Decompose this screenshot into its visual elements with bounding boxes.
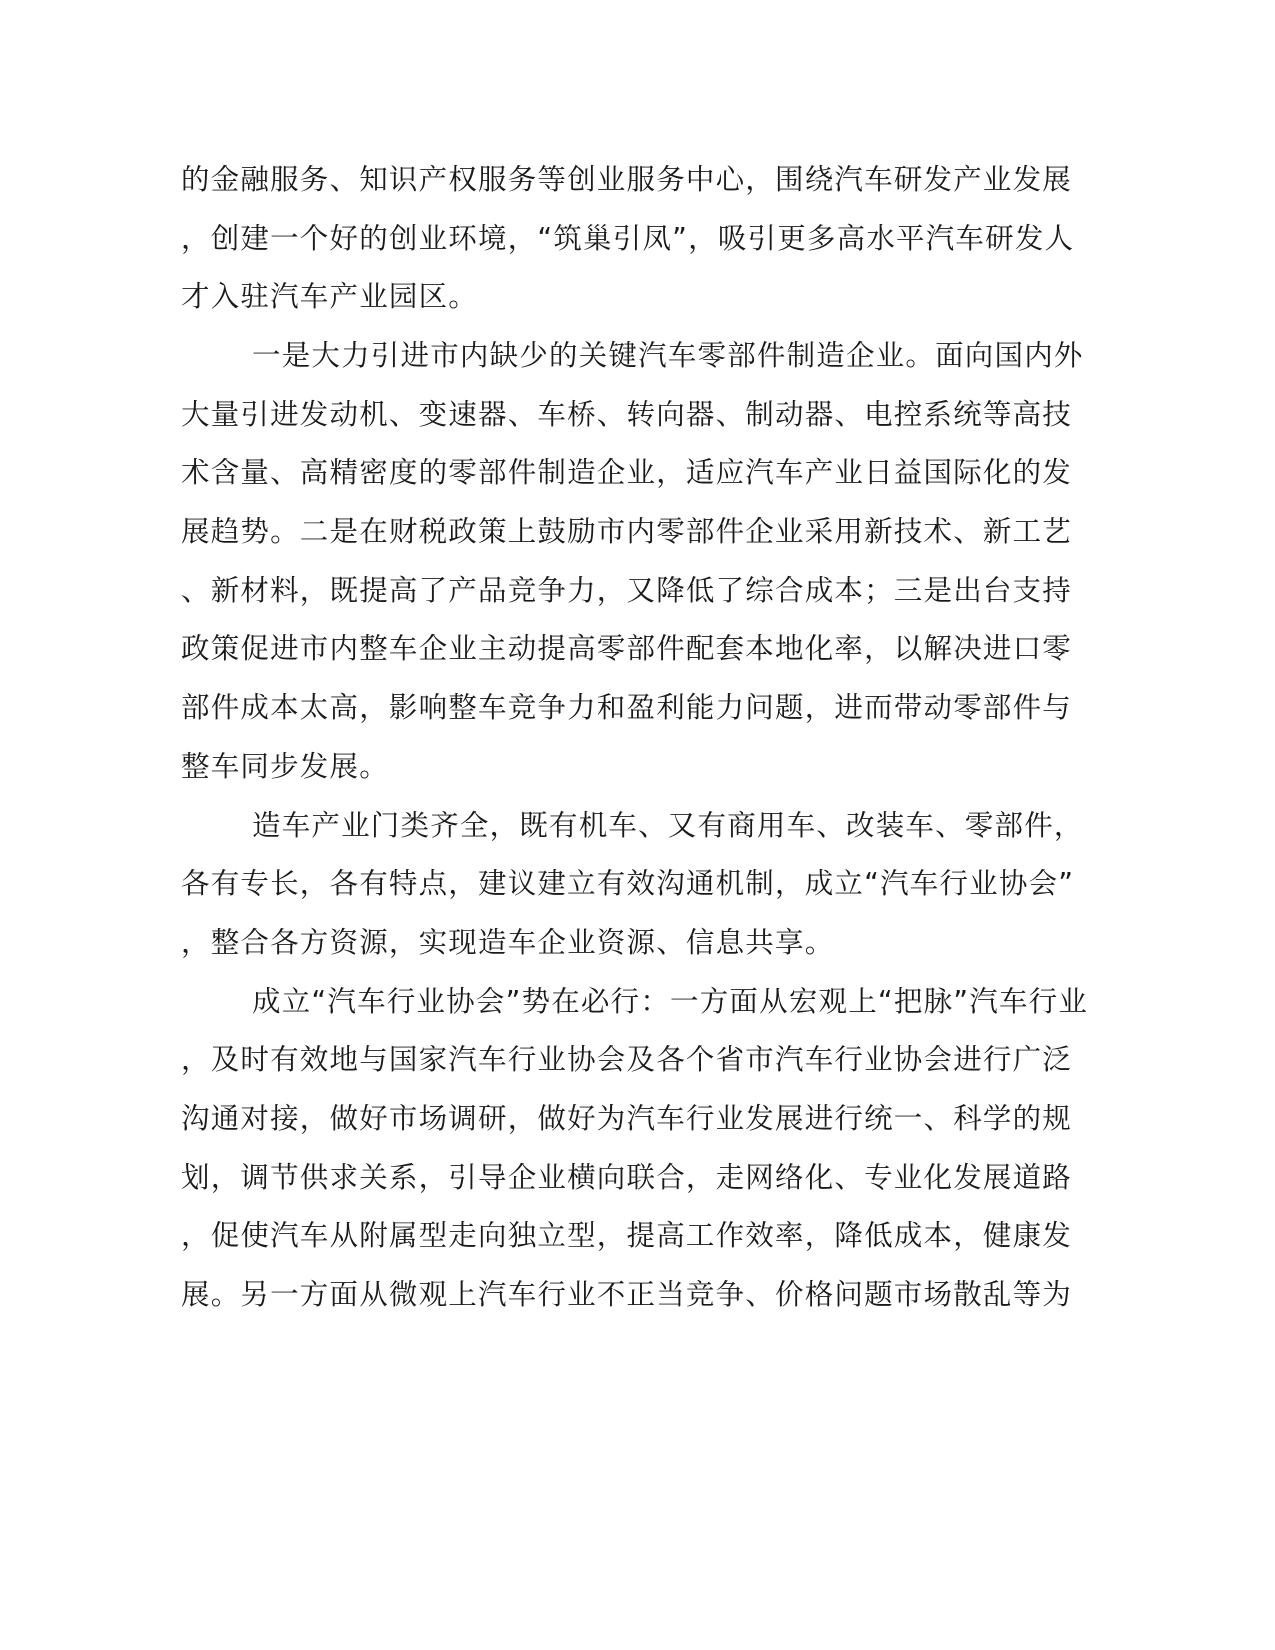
text-line: 展趋势。二是在财税政策上鼓励市内零部件企业采用新技术、新工艺 [181, 515, 1073, 548]
text-line: 的金融服务、知识产权服务等创业服务中心，围绕汽车研发产业发展 [181, 163, 1073, 196]
text-line: 整车同步发展。 [181, 750, 389, 783]
text-line: 、新材料，既提高了产品竞争力，又降低了综合成本；三是出台支持 [181, 574, 1073, 607]
paragraph-first-line: 一是大力引进市内缺少的关键汽车零部件制造企业。面向国内外 [252, 339, 1084, 372]
text-line: ，创建一个好的创业环境，“筑巢引凤”，吸引更多高水平汽车研发人 [181, 222, 1075, 255]
text-line: 大量引进发动机、变速器、车桥、转向器、制动器、电控系统等高技 [181, 398, 1073, 431]
text-line: ，及时有效地与国家汽车行业协会及各个省市汽车行业协会进行广泛 [181, 1043, 1073, 1076]
text-line: 才入驻汽车产业园区。 [181, 280, 479, 313]
text-line: 沟通对接，做好市场调研，做好为汽车行业发展进行统一、科学的规 [181, 1102, 1073, 1135]
text-line: 政策促进市内整车企业主动提高零部件配套本地化率，以解决进口零 [181, 632, 1073, 665]
text-line: ，促使汽车从附属型走向独立型，提高工作效率，降低成本，健康发 [181, 1219, 1073, 1252]
text-line: 划，调节供求关系，引导企业横向联合，走网络化、专业化发展道路 [181, 1161, 1073, 1194]
paragraph-first-line: 成立“汽车行业协会”势在必行：一方面从宏观上“把脉”汽车行业 [252, 985, 1089, 1018]
text-line: 部件成本太高，影响整车竞争力和盈利能力问题，进而带动零部件与 [181, 691, 1073, 724]
text-line: 展。另一方面从微观上汽车行业不正当竞争、价格问题市场散乱等为 [181, 1278, 1073, 1311]
text-line: ，整合各方资源，实现造车企业资源、信息共享。 [181, 926, 835, 959]
text-line: 各有专长，各有特点，建议建立有效沟通机制，成立“汽车行业协会” [181, 867, 1075, 900]
paragraph-first-line: 造车产业门类齐全，既有机车、又有商用车、改装车、零部件， [252, 809, 1084, 842]
text-line: 术含量、高精密度的零部件制造企业，适应汽车产业日益国际化的发 [181, 456, 1073, 489]
